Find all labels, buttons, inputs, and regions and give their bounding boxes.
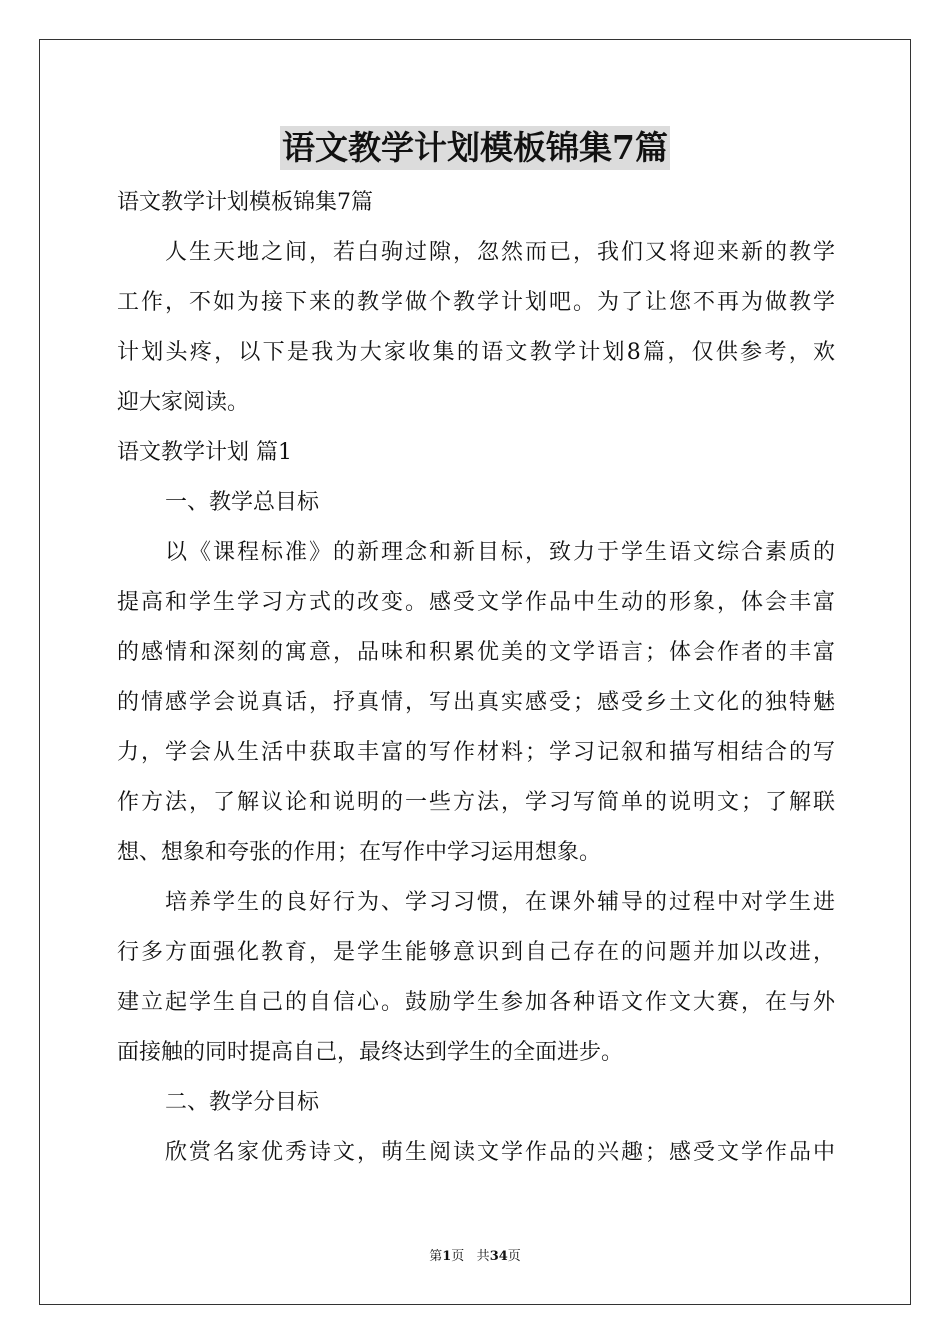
document-title: 语文教学计划模板锦集7篇 [280, 126, 670, 170]
text-line: 想、想象和夸张的作用；在写作中学习运用想象。 [117, 840, 602, 865]
footer-page-suffix: 页 [451, 1249, 465, 1264]
document-body [117, 178, 835, 1178]
footer-total-prefix: 共 [476, 1249, 490, 1264]
text-line: 行多方面强化教育，是学生能够意识到自己存在的问题并加以改进， [117, 940, 835, 965]
text-line: 一、教学总目标 [165, 490, 320, 515]
footer-current-page: 1 [442, 1249, 452, 1264]
text-line: 的情感学会说真话，抒真情，写出真实感受；感受乡土文化的独特魅 [117, 690, 835, 715]
text-line: 建立起学生自己的自信心。鼓励学生参加各种语文作文大赛，在与外 [117, 990, 835, 1015]
title-container [0, 126, 950, 170]
page-footer [0, 1248, 950, 1266]
text-line: 语文教学计划 篇1 [117, 440, 292, 465]
text-line: 力，学会从生活中获取丰富的写作材料；学习记叙和描写相结合的写 [117, 740, 835, 765]
text-line: 二、教学分目标 [165, 1090, 320, 1115]
text-line: 迎大家阅读。 [117, 390, 250, 415]
text-line: 的感情和深刻的寓意，品味和积累优美的文学语言；体会作者的丰富 [117, 640, 835, 665]
text-line: 计划头疼，以下是我为大家收集的语文教学计划8篇，仅供参考，欢 [117, 340, 835, 365]
footer-total-suffix: 页 [507, 1249, 521, 1264]
footer-total-pages: 34 [489, 1249, 508, 1264]
text-line: 人生天地之间，若白驹过隙，忽然而已，我们又将迎来新的教学 [165, 240, 835, 265]
text-line: 工作，不如为接下来的教学做个教学计划吧。为了让您不再为做教学 [117, 290, 835, 315]
text-line: 提高和学生学习方式的改变。感受文学作品中生动的形象，体会丰富 [117, 590, 835, 615]
footer-prefix: 第 [429, 1249, 443, 1264]
text-line: 面接触的同时提高自己，最终达到学生的全面进步。 [117, 1040, 624, 1065]
text-line: 作方法，了解议论和说明的一些方法，学习写简单的说明文；了解联 [117, 790, 835, 815]
text-line: 培养学生的良好行为、学习习惯，在课外辅导的过程中对学生进 [165, 890, 835, 915]
text-line: 以《课程标准》的新理念和新目标，致力于学生语文综合素质的 [165, 540, 835, 565]
text-line: 语文教学计划模板锦集7篇 [117, 190, 373, 215]
text-line: 欣赏名家优秀诗文，萌生阅读文学作品的兴趣；感受文学作品中 [165, 1140, 835, 1165]
